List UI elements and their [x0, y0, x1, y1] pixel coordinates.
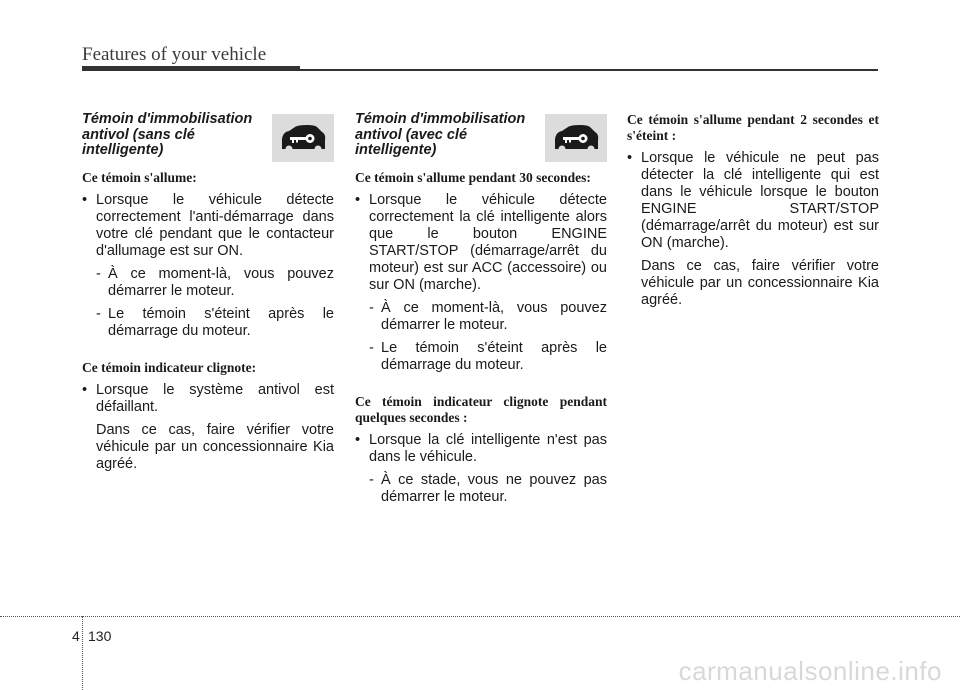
- dash-item: - À ce moment-là, vous pouvez démarrer le moteur.: [355, 300, 607, 334]
- section-title: Témoin d'immobilisation antivol (avec clé intelligente): [355, 111, 526, 158]
- column-1: [82, 110, 334, 479]
- chapter-number: 4: [72, 628, 80, 644]
- page-header-title: Features of your vehicle: [82, 44, 267, 65]
- label-blinks: Ce témoin indicateur clignote:: [82, 360, 257, 375]
- dash-item: - Le témoin s'éteint après le démarrage du moteur.: [355, 340, 607, 374]
- car-key-icon: [272, 114, 334, 162]
- car-key-icon: [545, 114, 607, 162]
- paragraph: Dans ce cas, faire vérifier votre véhicule par un concessionnaire Kia agréé.: [96, 422, 334, 472]
- bullet-item: • Lorsque le véhicule détecte correctement l'anti-démarrage dans votre clé pendant que le contacteur d'allumage est sur ON.: [82, 192, 334, 260]
- label-blinks: Ce témoin indicateur clignote pendant quelques secondes :: [355, 394, 607, 425]
- section-header-without-smart-key: [82, 112, 334, 164]
- bullet-item: • Lorsque le véhicule ne peut pas détecter la clé intelligente qui est dans le véhicule lorsque le bouton ENGINE START/STOP (démarrage/arrêt du moteur) est sur ON (marche).: [627, 150, 879, 252]
- column-3: [627, 110, 879, 315]
- header-rule-thin: [300, 69, 878, 71]
- label-lights-on-30s: Ce témoin s'allume pendant 30 secondes:: [355, 170, 591, 185]
- footer-divider: [82, 616, 84, 690]
- bullet-item: • Lorsque la clé intelligente n'est pas dans le véhicule.: [355, 432, 607, 466]
- dash-item: - À ce moment-là, vous pouvez démarrer le moteur.: [82, 266, 334, 300]
- dash-item: - À ce stade, vous ne pouvez pas démarrer le moteur.: [355, 472, 607, 506]
- label-lights-on-2s: Ce témoin s'allume pendant 2 secondes et s'éteint :: [627, 112, 879, 143]
- column-2: [355, 110, 607, 512]
- section-title: Témoin d'immobilisation antivol (sans clé intelligente): [82, 111, 253, 158]
- paragraph: Dans ce cas, faire vérifier votre véhicule par un concessionnaire Kia agréé.: [641, 258, 879, 308]
- footer-rule: [0, 616, 960, 618]
- bullet-item: • Lorsque le véhicule détecte correctement la clé intelligente alors que le bouton ENGINE START/STOP (démarrage/arrêt du moteur) est sur ACC (accessoire) ou sur ON (marche).: [355, 192, 607, 294]
- label-lights-on: Ce témoin s'allume:: [82, 170, 197, 185]
- dash-item: - Le témoin s'éteint après le démarrage du moteur.: [82, 306, 334, 340]
- section-header-with-smart-key: [355, 112, 607, 164]
- header-rule-thick: [82, 66, 300, 71]
- watermark: carmanualsonline.info: [678, 656, 942, 686]
- page-number: 130: [88, 628, 112, 644]
- bullet-item: • Lorsque le système antivol est défaillant.: [82, 382, 334, 416]
